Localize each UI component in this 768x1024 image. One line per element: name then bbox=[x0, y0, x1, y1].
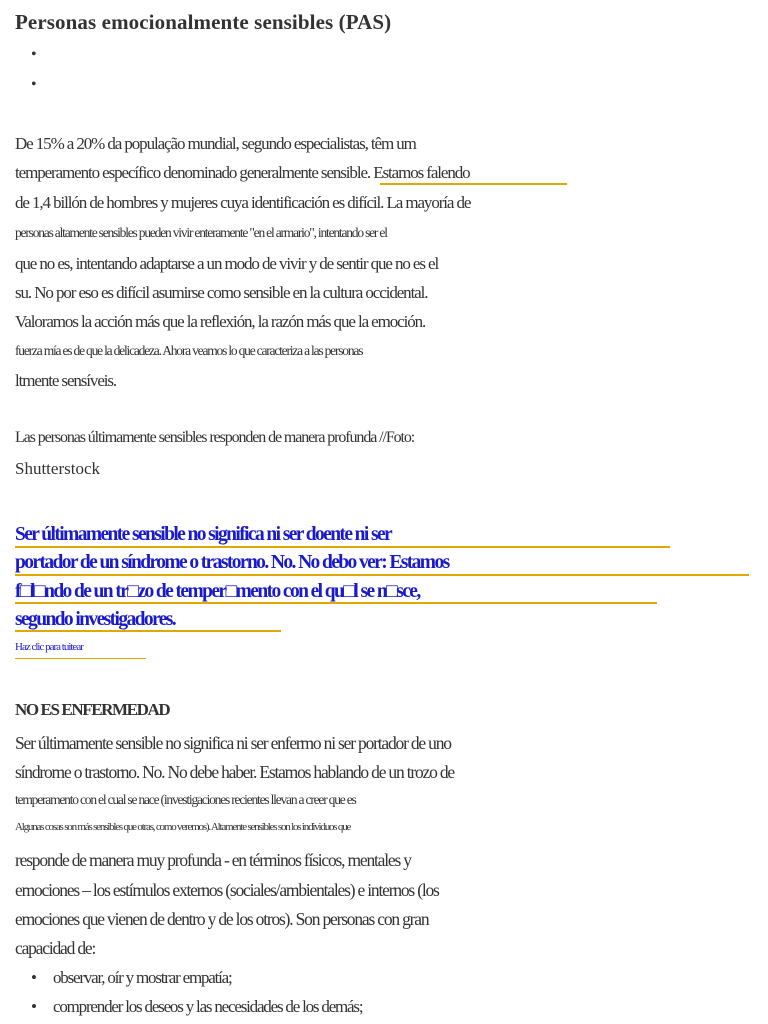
image-caption-credit: Shutterstock bbox=[15, 459, 100, 478]
paragraph-line: capacidad de: bbox=[15, 938, 96, 958]
paragraph-line: ltmente sensíveis. bbox=[15, 371, 117, 390]
image-caption: Las personas últimamente sensibles responden de manera profunda //Foto: bbox=[15, 429, 415, 446]
quote-line[interactable]: f□l□ndo de un tr□zo de temper□mento con el qu□l se n□sce, bbox=[15, 581, 420, 602]
paragraph-line: temperamento específico denominado generalmente sensible. Estamos falendo bbox=[15, 163, 470, 182]
list-item bbox=[31, 997, 362, 1017]
empty-bullet: • bbox=[31, 46, 37, 63]
paragraph-line: personas altamente sensibles pueden vivir enteramente "en el armario", intentando ser el bbox=[15, 225, 387, 240]
bullet-icon: • bbox=[31, 968, 36, 987]
paragraph-line: temperamento con el cual se nace (investigaciones recientes llevan a creer que es bbox=[15, 792, 356, 807]
list-item bbox=[31, 968, 232, 988]
link-underline bbox=[380, 183, 567, 185]
quote-line[interactable]: portador de un síndrome o trastorno. No. No debo ver: Estamos bbox=[15, 552, 449, 573]
tweet-link-underline bbox=[15, 658, 146, 659]
paragraph-line: Valoramos la acción más que la reflexión, la razón más que la emoción. bbox=[15, 312, 426, 331]
paragraph-line: Ser últimamente sensible no significa ni ser enfermo ni ser portador de uno bbox=[15, 733, 451, 753]
paragraph-line: fuerza mía es de que la delicadeza. Ahora veamos lo que caracteriza a las personas bbox=[15, 343, 363, 358]
section-heading: NO ES ENFERMEDAD bbox=[15, 700, 170, 719]
paragraph-line: que no es, intentando adaptarse a un modo de vivir y de sentir que no es el bbox=[15, 254, 439, 273]
bullet-icon: • bbox=[31, 997, 36, 1016]
empty-bullet: • bbox=[31, 76, 37, 93]
paragraph-line: de 1,4 billón de hombres y mujeres cuya identificación es difícil. La mayoría de bbox=[15, 193, 471, 212]
quote-underline bbox=[15, 630, 281, 632]
quote-underline bbox=[15, 546, 670, 548]
quote-underline bbox=[15, 574, 749, 576]
paragraph-line: síndrome o trastorno. No. No debe haber. Estamos hablando de un trozo de bbox=[15, 762, 454, 782]
paragraph-line: emociones – los estímulos externos (sociales/ambientales) e internos (los bbox=[15, 880, 439, 900]
paragraph-line: responde de manera muy profunda - en términos físicos, mentales y bbox=[15, 850, 411, 870]
tweet-link[interactable]: Haz clic para tuitear bbox=[15, 641, 83, 653]
paragraph-line: De 15% a 20% da população mundial, segundo especialistas, têm um bbox=[15, 134, 416, 153]
quote-underline bbox=[15, 602, 657, 604]
list-item-text: observar, oír y mostrar empatía; bbox=[53, 968, 232, 987]
quote-line[interactable]: segundo investigadores. bbox=[15, 609, 176, 630]
list-item-text: comprender los deseos y las necesidades de los demás; bbox=[53, 997, 363, 1016]
quote-line[interactable]: Ser últimamente sensible no significa ni ser doente ni ser bbox=[15, 524, 392, 545]
paragraph-line: su. No por eso es difícil asumirse como sensible en la cultura occidental. bbox=[15, 283, 428, 302]
article-title: Personas emocionalmente sensibles (PAS) bbox=[15, 10, 392, 34]
paragraph-line: Algunas cosas son más sensibles que otras, como veremos). Altamente sensibles son los individuos que bbox=[15, 821, 351, 833]
paragraph-line: emociones que vienen de dentro y de los otros). Son personas con gran bbox=[15, 909, 429, 929]
